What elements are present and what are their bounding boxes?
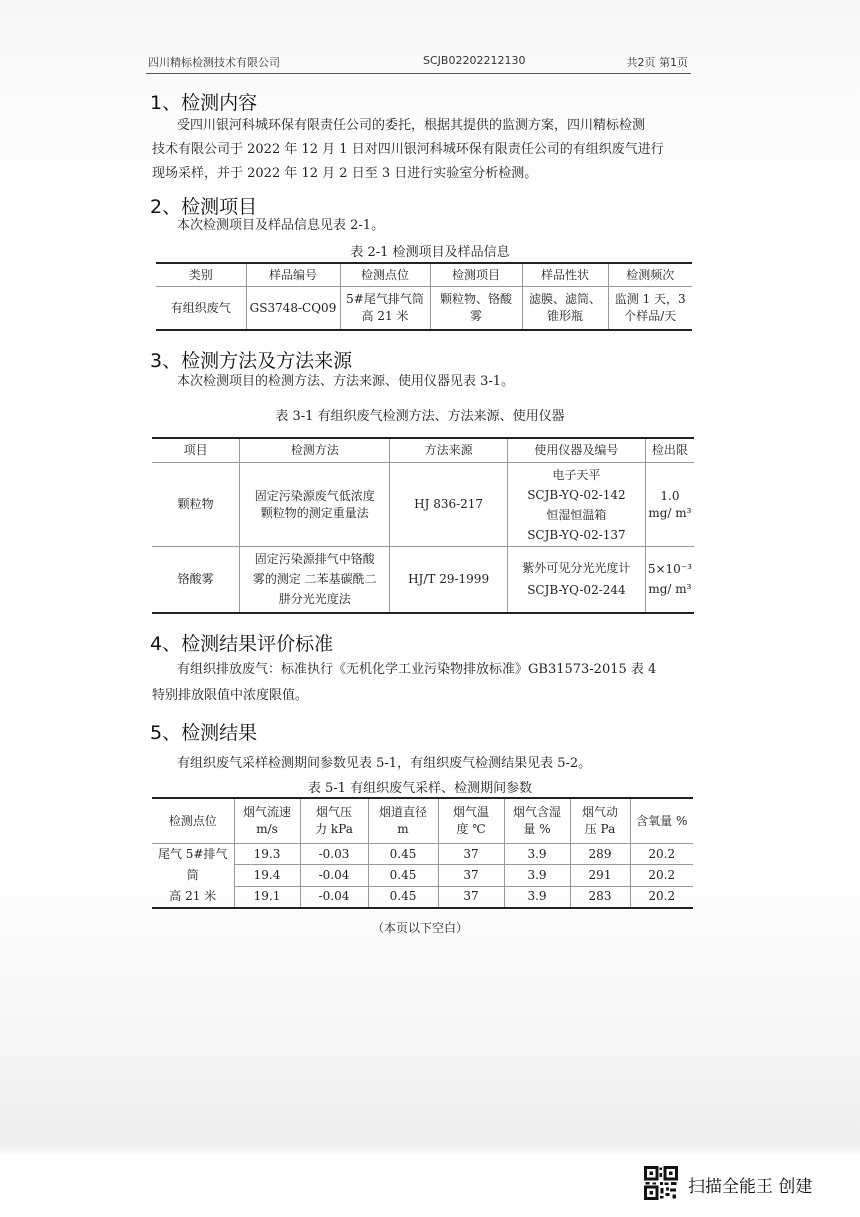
header-line: 烟气温 — [452, 805, 489, 819]
cell-line: 颗粒物、铬酸 — [439, 292, 512, 306]
cell-line: 颗粒物的测定重量法 — [260, 505, 369, 520]
table-row — [152, 886, 693, 908]
cell-value: 37 — [438, 886, 504, 908]
table-2-1-header: 检测频次 — [608, 263, 692, 287]
cell-value: 0.45 — [368, 844, 438, 865]
cell-category: 有组织废气 — [156, 287, 246, 331]
table-row — [152, 463, 694, 547]
section-4-line-1: 有组织排放废气：标准执行《无机化学工业污染物排放标准》GB31573-2015 表 4 — [177, 662, 657, 677]
table-row — [156, 287, 692, 331]
header-line: 量 % — [523, 822, 551, 836]
cell-line: SCJB-YQ-02-137 — [527, 527, 626, 542]
cell-value: -0.03 — [300, 844, 368, 865]
table-5-1-header — [570, 798, 630, 844]
header-line: m — [397, 822, 409, 836]
section-5-title: 5、检测结果 — [150, 722, 258, 744]
watermark-text: 扫描全能王 创建 — [688, 1177, 813, 1197]
section-1-line-3: 现场采样，并于 2022 年 12 月 2 日至 3 日进行实验室分析检测。 — [152, 166, 538, 181]
section-5-intro: 有组织废气采样检测期间参数见表 5-1，有组织废气检测结果见表 5-2。 — [177, 756, 592, 771]
scanner-watermark — [644, 1166, 844, 1200]
table-3-1-header: 使用仪器及编号 — [508, 438, 646, 463]
header-line: m/s — [256, 822, 278, 836]
cell-line: mg/ m³ — [648, 505, 692, 520]
cell-value: 37 — [438, 865, 504, 886]
cell-value: 37 — [438, 844, 504, 865]
cell-items — [430, 287, 522, 331]
cell-value: 0.45 — [368, 865, 438, 886]
cell-line: 固定污染源废气低浓度 — [254, 488, 375, 503]
cell-instrument — [508, 463, 646, 547]
table-5-1-header — [368, 798, 438, 844]
table-2-1-caption: 表 2-1 检测项目及样品信息 — [350, 245, 510, 260]
cell-limit — [645, 463, 694, 547]
table-row — [152, 547, 694, 613]
section-1-line-1: 受四川银河科城环保有限责任公司的委托，根据其提供的监测方案，四川精标检测 — [177, 118, 646, 133]
table-5-1-header — [630, 798, 693, 844]
section-3-intro: 本次检测项目的检测方法、方法来源、使用仪器见表 3-1。 — [177, 374, 515, 389]
table-5-1-caption: 表 5-1 有组织废气采样、检测期间参数 — [307, 781, 533, 796]
cell-line: 高 21 米 — [361, 309, 409, 323]
cell-value: 19.3 — [234, 844, 300, 865]
cell-line: 恒湿恒温箱 — [546, 507, 607, 522]
section-2-title: 2、检测项目 — [150, 196, 258, 218]
header-line: 烟气动 — [581, 805, 618, 819]
table-3-1 — [152, 437, 694, 614]
section-1-title: 1、检测内容 — [150, 92, 258, 114]
cell-value: 0.45 — [368, 886, 438, 908]
table-2-1-header: 检测项目 — [430, 263, 522, 287]
header-report-no: SCJB02202212130 — [423, 54, 526, 67]
table-3-1-header: 方法来源 — [390, 438, 508, 463]
cell-value: 3.9 — [504, 844, 570, 865]
cell-value: 291 — [570, 865, 630, 886]
qr-code-icon — [644, 1166, 678, 1200]
cell-line: 个样品/天 — [624, 309, 677, 323]
cell-value: 3.9 — [504, 865, 570, 886]
cell-line: SCJB-YQ-02-244 — [527, 583, 626, 598]
header-line: 烟道直径 — [378, 805, 427, 819]
cell-value: 20.2 — [630, 865, 693, 886]
cell-line: mg/ m³ — [648, 582, 692, 597]
cell-line: 电子天平 — [552, 467, 601, 482]
cell-value: -0.04 — [300, 865, 368, 886]
cell-sample-no: GS3748-CQ09 — [246, 287, 340, 331]
cell-method — [240, 463, 390, 547]
cell-line: 尾气 5#排气 — [157, 847, 228, 861]
table-5-1 — [152, 797, 693, 909]
table-2-1-header: 样品编号 — [246, 263, 340, 287]
header-line: 烟气压 — [315, 805, 352, 819]
cell-value: 20.2 — [630, 844, 693, 865]
cell-value: 19.1 — [234, 886, 300, 908]
cell-line: 固定污染源排气中铬酸 — [254, 552, 375, 567]
cell-frequency — [608, 287, 692, 331]
cell-value: 289 — [570, 844, 630, 865]
cell-line: 5#尾气排气筒 — [346, 292, 424, 306]
cell-value: -0.04 — [300, 886, 368, 908]
section-4-line-2: 特别排放限值中浓度限值。 — [152, 688, 309, 703]
cell-source: HJ 836-217 — [390, 463, 508, 547]
cell-limit — [645, 547, 694, 613]
section-2-intro: 本次检测项目及样品信息见表 2-1。 — [177, 218, 385, 233]
cell-line: SCJB-YQ-02-142 — [527, 487, 626, 502]
cell-item: 铬酸雾 — [152, 547, 240, 613]
header-line: 含氧量 % — [636, 813, 688, 828]
cell-value: 3.9 — [504, 886, 570, 908]
page-header — [148, 54, 688, 74]
cell-line: 监测 1 天，3 — [614, 292, 686, 306]
cell-line: 筒 — [186, 868, 199, 882]
cell-line: 滤膜、滤筒、 — [528, 292, 601, 306]
cell-sample-form — [522, 287, 608, 331]
section-1-line-2: 技术有限公司于 2022 年 12 月 1 日对四川银河科城环保有限责任公司的有组织废气进行 — [152, 142, 664, 157]
section-3-title: 3、检测方法及方法来源 — [150, 350, 353, 372]
header-rule — [146, 73, 691, 74]
cell-line: 肼分光光度法 — [278, 592, 351, 607]
table-3-1-caption: 表 3-1 有组织废气检测方法、方法来源、使用仪器 — [275, 409, 565, 424]
header-page-info: 共2页 第1页 — [626, 56, 688, 69]
header-line: 度 ℃ — [456, 822, 486, 836]
cell-method — [240, 547, 390, 613]
table-2-1-header: 类别 — [156, 263, 246, 287]
table-2-1-header: 检测点位 — [340, 263, 430, 287]
cell-site — [152, 844, 234, 909]
table-row — [152, 844, 693, 865]
table-5-1-header — [504, 798, 570, 844]
cell-source: HJ/T 29-1999 — [390, 547, 508, 613]
table-5-1-header — [234, 798, 300, 844]
table-3-1-header: 项目 — [152, 438, 240, 463]
header-line: 压 Pa — [584, 822, 616, 836]
cell-line: 高 21 米 — [169, 889, 217, 903]
cell-line: 1.0 — [660, 488, 680, 503]
table-5-1-header — [438, 798, 504, 844]
cell-value: 283 — [570, 886, 630, 908]
section-4-title: 4、检测结果评价标准 — [150, 633, 334, 655]
cell-site — [340, 287, 430, 331]
cell-instrument — [508, 547, 646, 613]
cell-line: 雾的测定 二苯基碳酰二 — [252, 572, 377, 587]
cell-item: 颗粒物 — [152, 463, 240, 547]
table-5-1-header — [300, 798, 368, 844]
cell-line: 紫外可见分光光度计 — [522, 561, 631, 576]
cell-line: 雾 — [469, 309, 482, 323]
header-line: 烟气流速 — [242, 805, 291, 819]
table-row — [152, 865, 693, 886]
header-company: 四川精标检测技术有限公司 — [148, 56, 280, 69]
header-line: 检测点位 — [168, 813, 217, 828]
blank-below-note: （本页以下空白） — [371, 921, 468, 935]
table-3-1-header: 检出限 — [645, 438, 694, 463]
table-2-1-header: 样品性状 — [522, 263, 608, 287]
cell-line: 锥形瓶 — [546, 309, 583, 323]
header-line: 力 kPa — [315, 822, 353, 836]
cell-value: 19.4 — [234, 865, 300, 886]
cell-value: 20.2 — [630, 886, 693, 908]
table-2-1 — [156, 262, 692, 331]
table-3-1-header: 检测方法 — [240, 438, 390, 463]
table-5-1-header — [152, 798, 234, 844]
header-line: 烟气含湿 — [512, 805, 561, 819]
cell-line: 5×10⁻³ — [647, 562, 692, 577]
